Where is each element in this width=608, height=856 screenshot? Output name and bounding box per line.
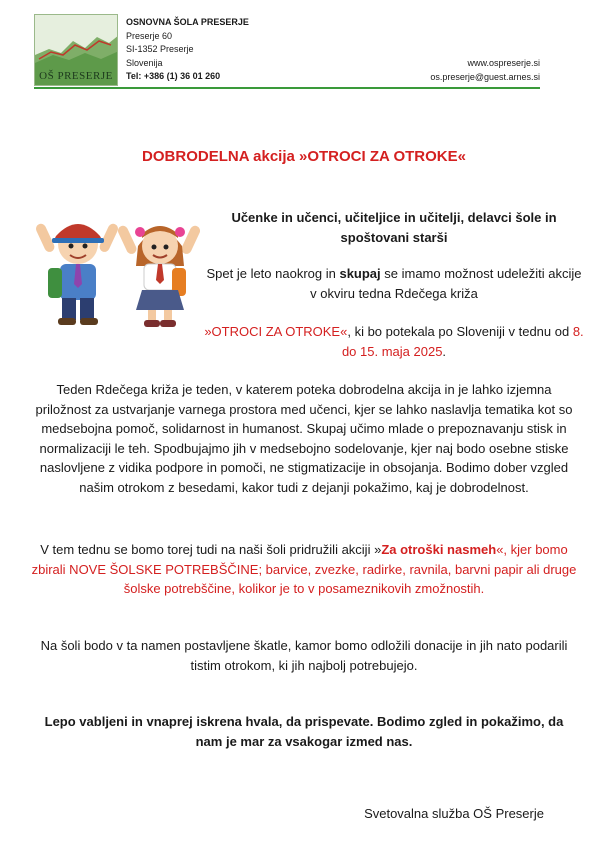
website-link[interactable]: www.ospreserje.si — [467, 58, 540, 68]
intro-text-2: se imamo možnost udeležiti akcije v okviru tedna Rdečega križa — [310, 266, 582, 301]
action-text-1: , ki bo potekala po Sloveniji v tednu od — [347, 324, 573, 339]
country: Slovenija — [126, 57, 163, 68]
school-address-block — [126, 16, 249, 84]
intro-paragraph — [204, 264, 584, 303]
action-text-2: . — [442, 343, 447, 359]
body-paragraph-1: Teden Rdečega križa je teden, v katerem poteka dobrodelna akcija in je lahko izjemna priložnost za ustvarjanje varnega prostora med učenci, kjer se lahko naslavlja tematika kot so medsebojna pomoč, solidarnost in humanost. Skupaj učimo mlade o prepoznavanju stisk in normalizaciji le teh. Spodbujajmo jih v medsebojno sodelovanje, kjer naj bodo osebne stiske naslovljene z vidika podpore in pomoči, ne stigmatizacije in obsojanja. Bodimo dober vzgled našim otrokom z besedami, kakor tudi z dejanji pokažimo, kaj je dobrodelnost. — [35, 382, 573, 495]
action-name: »OTROCI ZA OTROKE« — [204, 324, 348, 339]
contact-block — [430, 57, 540, 84]
address-line2: SI-1352 Preserje — [126, 44, 194, 54]
closing-paragraph: Lepo vabljeni in vnaprej iskrena hvala, da prispevate. Bodimo zgled in pokažimo, da nam je mar za vsakogar izmed nas. — [44, 714, 564, 749]
action-dates: 8. do 15. maja 2025 — [341, 324, 584, 359]
letter-title: DOBRODELNA akcija »OTROCI ZA OTROKE« — [142, 148, 466, 165]
phone: Tel: +386 (1) 36 01 260 — [126, 71, 221, 81]
campaign-name: Za otroški nasmeh — [381, 542, 497, 557]
children-illustration-icon — [22, 206, 200, 336]
body2-text-2: «, kjer bomo zbirali NOVE ŠOLSKE POTREBŠČINE; barvice, zvezke, radirke, ravnila, barvni papir ali druge šolske potrebščine, kolikor je to v posameznikovih zmožnostih. — [31, 542, 577, 596]
body-paragraph-3: Na šoli bodo v ta namen postavljene škatle, kamor bomo odložili donacije in jih nato podarili tistim otrokom, ki jih najbolj potrebujejo. — [40, 638, 568, 673]
address-line1: Preserje 60 — [126, 30, 173, 41]
body2-text-1: V tem tednu se bomo torej tudi na naši šoli pridružili akciji » — [40, 542, 382, 557]
body-paragraph-2 — [30, 540, 578, 599]
intro-text-1: Spet je leto naokrog in — [206, 266, 340, 281]
school-logo-icon — [34, 14, 118, 86]
school-name: OSNOVNA ŠOLA PRESERJE — [126, 17, 249, 27]
email-link[interactable]: os.preserje@guest.arnes.si — [430, 71, 540, 82]
header-divider — [34, 87, 540, 89]
letterhead — [0, 0, 608, 92]
action-paragraph — [204, 322, 584, 361]
logo-text: OŠ PRESERJE — [39, 70, 113, 82]
intro-bold: skupaj — [339, 266, 381, 281]
letter-greeting: Učenke in učenci, učiteljice in učitelji, delavci šole in spoštovani starši — [231, 210, 557, 245]
signature: Svetovalna služba OŠ Preserje — [364, 806, 544, 821]
